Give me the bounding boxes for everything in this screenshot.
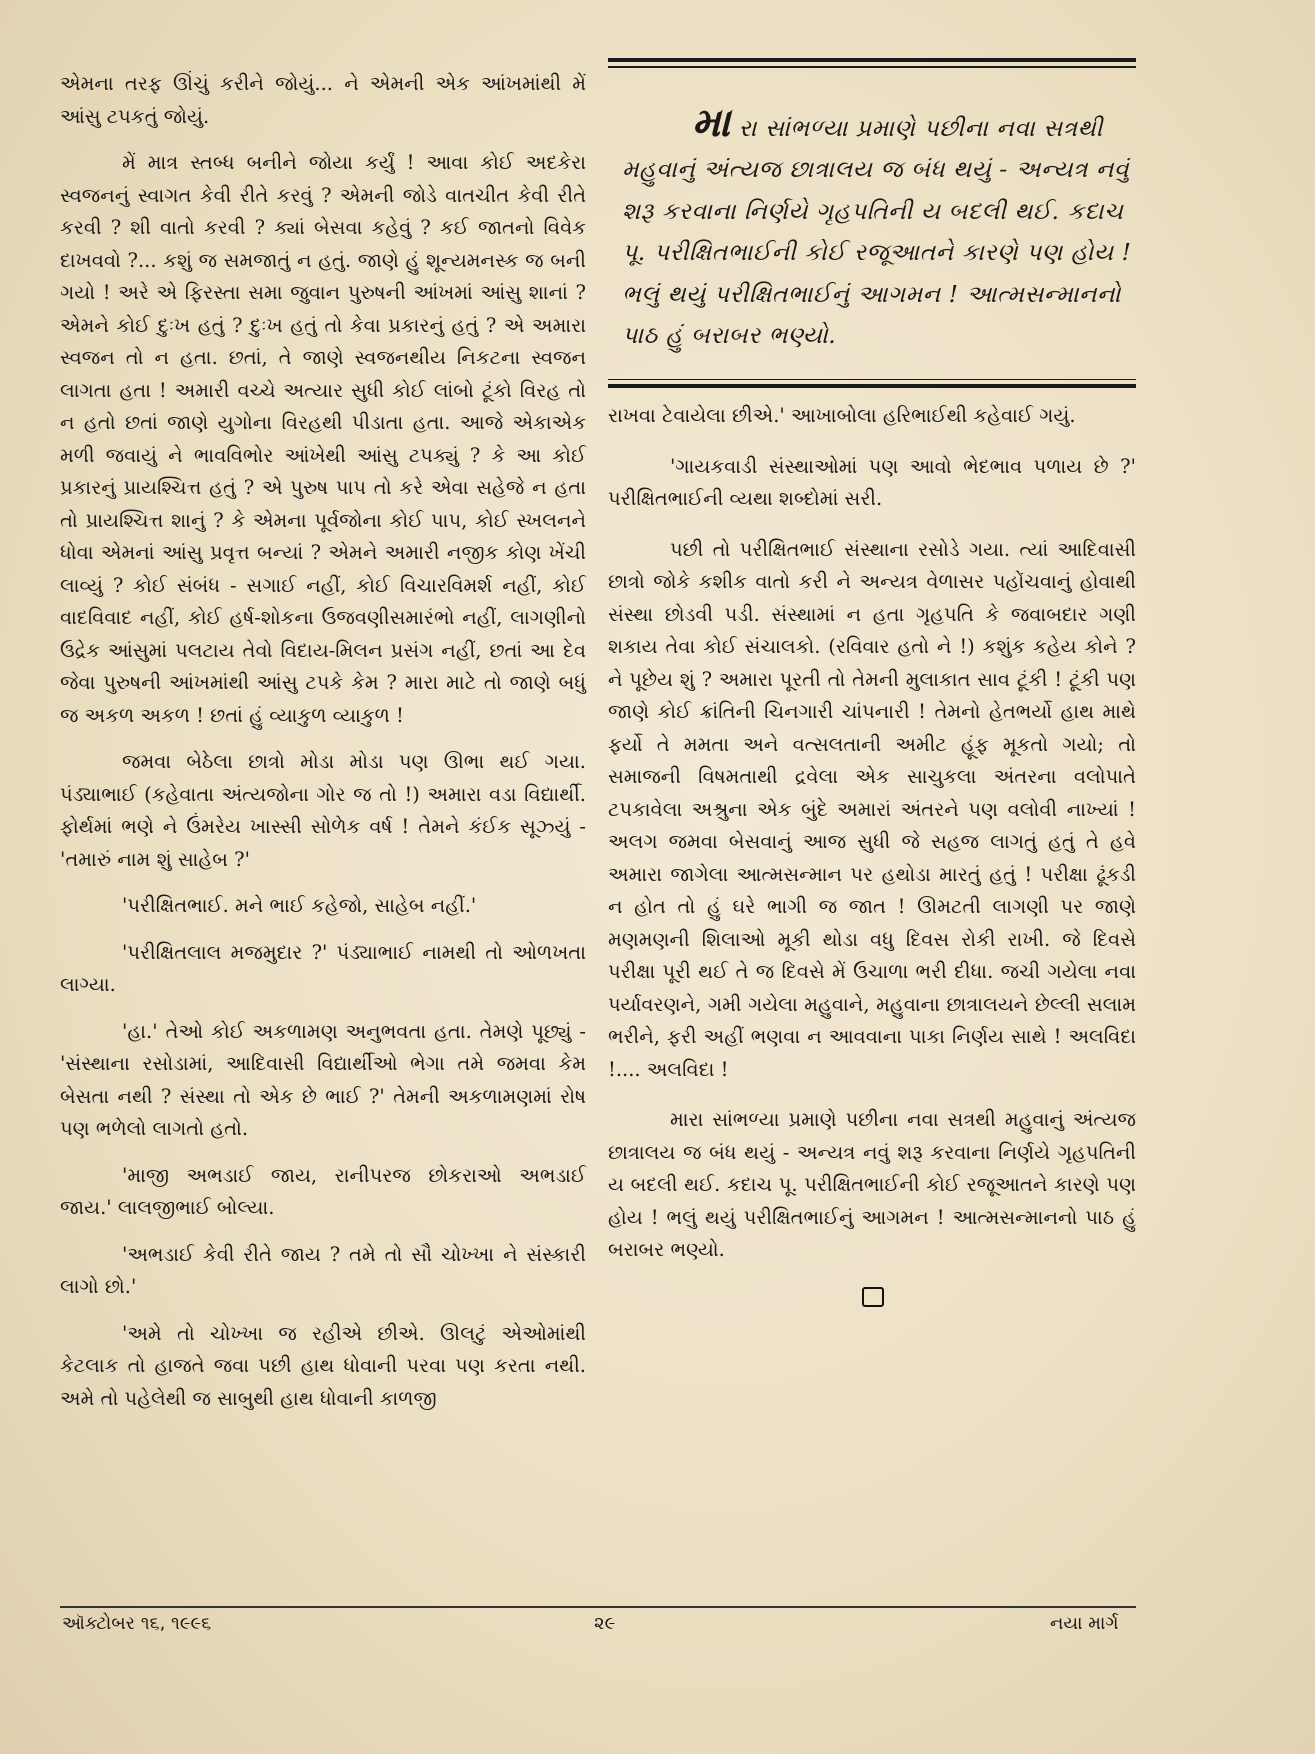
paragraph: પછી તો પરીક્ષિતભાઈ સંસ્થાના રસોડે ગયા. ત્યાં આદિવાસી છાત્રો જોકે કશીક વાતો કરી ને અન્યત્ર વેળાસર પહોંચવાનું હોવાથી સંસ્થા છોડવી પડી. સંસ્થામાં ન હતા ગૃહપતિ કે જવાબદાર ગણી શકાય તેવા કોઈ સંચાલકો. (રવિવાર હતો ને !) કશુંક કહેય કોને ? ને પૂછેય શું ? અમારા પૂરતી તો તેમની મુલાકાત સાવ ટૂંકી ! ટૂંકી પણ જાણે કોઈ ક્રાંતિની ચિનગારી ચાંપનારી ! તેમનો હેતભર્યો હાથ માથે ફર્યો તે મમતા અને વત્સલતાની અમીટ હૂંફ મૂકતો ગયો; તો સમાજની વિષમતાથી દ્રવેલા એક સાચુકલા અંતરના વલોપાતે ટપકાવેલા અશ્રુના એક બુંદે અમારાં અંતરને પણ વલોવી નાખ્યાં ! અલગ જમવા બેસવાનું આજ સુધી જે સહજ લાગતું હતું તે હવે અમારા જાગેલા આત્મસન્માન પર હથોડા મારતું હતું ! પરીક્ષા ઢૂંકડી ન હોત તો હું ઘરે ભાગી જ જાત ! ઊમટતી લાગણી પર જાણે મણમણની શિલાઓ મૂકી થોડા વધુ દિવસ રોકી રાખી. જે દિવસે પરીક્ષા પૂરી થઈ તે જ દિવસે મેં ઉચાળા ભરી દીધા. જચી ગયેલા નવા પર્યાવરણને, ગમી ગયેલા મહુવાને, મહુવાના છાત્રાલયને છેલ્લી સલામ ભરીને, ફરી અહીં ભણવા ન આવવાના પાકા નિર્ણય સાથે ! અલવિદા !.... અલવિદા !	[608, 537, 1136, 1081]
footer-date: ઑક્ટોબર ૧૬, ૧૯૯૬	[62, 1613, 212, 1634]
paragraph: 'હા.' તેઓ કોઈ અકળામણ અનુભવતા હતા. તેમણે પૂછ્યું - 'સંસ્થાના રસોડામાં, આદિવાસી વિદ્યાર્થીઓ ભેગા તમે જમવા કેમ બેસતા નથી ? સંસ્થા તો એક છે ભાઈ ?' તેમની અકળામણમાં રોષ પણ ભળેલો લાગતો હતો.	[60, 1019, 586, 1140]
pull-quote-bottom-rule-thin	[608, 379, 1136, 381]
pull-quote-top-rule	[608, 58, 1136, 62]
paragraph: મારા સાંભળ્યા પ્રમાણે પછીના નવા સત્રથી મહુવાનું અંત્યજ છાત્રાલય જ બંધ થયું - અન્યત્ર નવું શરૂ કરવાના નિર્ણયે ગૃહપતિની ય બદલી થઈ. કદાચ પૂ. પરીક્ષિતભાઈની કોઈ રજૂઆતને કારણે પણ હોય ! ભલું થયું પરીક્ષિતભાઈનું આગમન ! આત્મસન્માનનો પાઠ હું બરાબર ભણ્યો.	[608, 1108, 1136, 1261]
paragraph: 'પરીક્ષિતભાઈ. મને ભાઈ કહેજો, સાહેબ નહીં.'	[122, 894, 477, 917]
footer-magazine-name: નયા માર્ગ	[1050, 1613, 1119, 1634]
paragraph: 'અમે તો ચોખ્ખા જ રહીએ છીએ. ઊલટું એઓમાંથી કેટલાક તો હાજતે જવા પછી હાથ ધોવાની પરવા પણ કરતા નથી. અમે તો પહેલેથી જ સાબુથી હાથ ધોવાની કાળજી	[60, 1321, 586, 1410]
pull-quote-bottom-rules	[608, 379, 1136, 389]
end-of-article-icon	[862, 1287, 884, 1307]
paragraph: મેં માત્ર સ્તબ્ધ બનીને જોયા કર્યું ! આવા કોઈ અદકેરા સ્વજનનું સ્વાગત કેવી રીતે કરવું ? એમની જોડે વાતચીત કેવી રીતે કરવી ? શી વાતો કરવી ? ક્યાં બેસવા કહેવું ? કઈ જાતનો વિવેક દાખવવો ?... કશું જ સમજાતું ન હતું. જાણે હું શૂન્યમનસ્ક જ બની ગયો ! અરે એ ફિરસ્તા સમા જુવાન પુરુષની આંખમાં આંસુ શાનાં ? એમને કોઈ દુઃખ હતું ? દુઃખ હતું તો કેવા પ્રકારનું હતું ? એ અમારા સ્વજન તો ન હતા. છતાં, તે જાણે સ્વજનથીય નિકટના સ્વજન લાગતા હતા ! અમારી વચ્ચે અત્યાર સુધી કોઈ લાંબો ટૂંકો વિરહ તો ન હતો છતાં જાણે યુગોના વિરહથી પીડાતા હતા. આજે એકાએક મળી જવાયું ને ભાવવિભોર આંખેથી આંસુ ટપક્યું ? કે આ કોઈ પ્રકારનું પ્રાયશ્ચિત્ત હતું ? એ પુરુષ પાપ તો કરે એવા સહેજે ન હતા તો પ્રાયશ્ચિત્ત શાનું ? કે એમના પૂર્વજોના કોઈ પાપ, કોઈ સ્ખલનને ધોવા એમનાં આંસુ પ્રવૃત્ત બન્યાં ? એમને અમારી નજીક કોણ ખેંચી લાવ્યું ? કોઈ સંબંધ - સગાઈ નહીં, કોઈ વિચારવિમર્શ નહીં, કોઈ વાદવિવાદ નહીં, કોઈ હર્ષ-શોકના ઉજવણીસમારંભો નહીં, લાગણીનો ઉદ્રેક આંસુમાં પલટાય તેવો વિદાય-મિલન પ્રસંગ નહીં, છતાં આ દેવ જેવા પુરુષની આંખમાંથી આંસુ ટપકે કેમ ? મારા માટે તો જાણે બધું જ અકળ અકળ ! છતાં હું વ્યાકુળ વ્યાકુળ !	[60, 151, 586, 727]
pull-quote-text: રા સાંભળ્યા પ્રમાણે પછીના નવા સત્રથી મહુવાનું અંત્યજ છાત્રાલય જ બંધ થયું - અન્યત્ર નવું શરૂ કરવાના નિર્ણયે ગૃહપતિની ય બદલી થઈ. કદાચ પૂ. પરીક્ષિતભાઈની કોઈ રજૂઆતને કારણે પણ હોય ! ભલું થયું પરીક્ષિતભાઈનું આગમન ! આત્મસન્માનનો પાઠ હું બરાબર ભણ્યો.	[622, 113, 1132, 349]
paragraph: રાખવા ટેવાયેલા છીએ.' આખાબોલા હરિભાઈથી કહેવાઈ ગયું.	[608, 404, 1076, 427]
paragraph: 'માજી અભડાઈ જાય, રાનીપરજ છોકરાઓ અભડાઈ જાય.' લાલજીભાઈ બોલ્યા.	[60, 1163, 586, 1219]
paragraph: 'અભડાઈ કેવી રીતે જાય ? તમે તો સૌ ચોખ્ખા ને સંસ્કારી લાગો છો.'	[60, 1242, 586, 1298]
left-column	[60, 68, 586, 1429]
paragraph: એમના તરફ ઊંચું કરીને જોયું... ને એમની એક આંખમાંથી મેં આંસુ ટપકતું જોયું.	[60, 72, 586, 128]
footer-page-number: ૨૯	[594, 1613, 616, 1634]
paragraph: 'પરીક્ષિતલાલ મજમુદાર ?' પંડ્યાભાઈ નામથી તો ઓળખતા લાગ્યા.	[60, 940, 586, 996]
pull-quote-bottom-rule	[608, 384, 1136, 388]
right-column-body	[608, 400, 1136, 1307]
pull-quote-dropcap: મા	[692, 98, 731, 146]
footer-rule	[60, 1606, 1136, 1608]
paragraph: 'ગાયકવાડી સંસ્થાઓમાં પણ આવો ભેદભાવ પળાય છે ?' પરીક્ષિતભાઈની વ્યથા શબ્દોમાં સરી.	[608, 454, 1136, 510]
pull-quote-box	[608, 58, 1136, 388]
paragraph: જમવા બેઠેલા છાત્રો મોડા મોડા પણ ઊભા થઈ ગયા. પંડ્યાભાઈ (કહેવાતા અંત્યજોના ગોર જ તો !) અમારા વડા વિદ્યાર્થી. ફોર્થમાં ભણે ને ઉંમરેય ખાસ્સી સોળેક વર્ષ ! તેમને કંઈક સૂઝ્યું - 'તમારું નામ શું સાહેબ ?'	[60, 750, 586, 871]
right-column	[608, 58, 1136, 1307]
pull-quote	[608, 68, 1136, 379]
